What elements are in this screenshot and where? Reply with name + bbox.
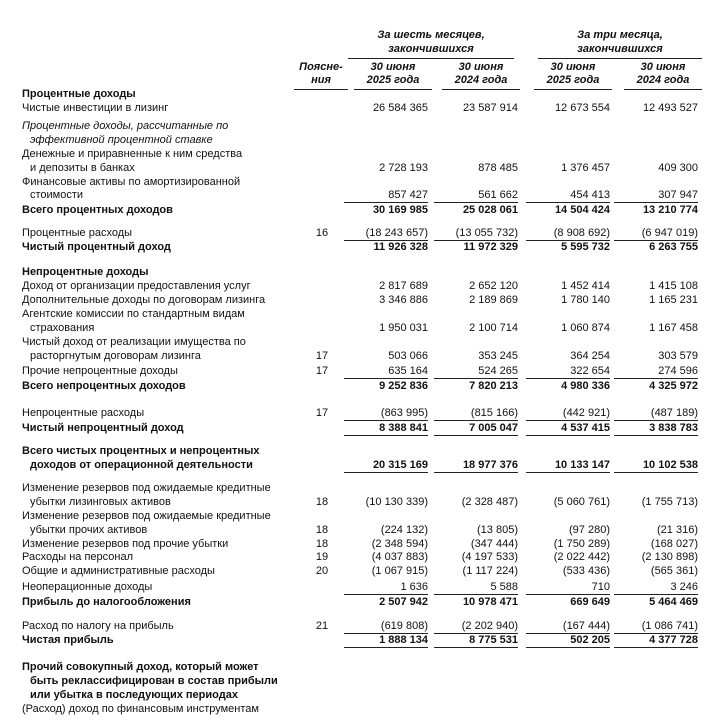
row-label: убытки прочих активов: [30, 524, 148, 536]
value-cell: (2 328 487): [461, 496, 518, 508]
table-row: [0, 481, 720, 495]
value-cell: 353 245: [478, 350, 518, 362]
row-label: Чистый непроцентный доход: [22, 422, 184, 434]
row-label: убытки лизинговых активов: [30, 496, 171, 508]
header-col3-line1: 30 июня: [550, 61, 596, 73]
value-cell: 2 100 714: [469, 322, 518, 334]
header-col4: [624, 61, 702, 90]
row-label: Общие и административные расходы: [22, 565, 215, 577]
table-row: [0, 335, 720, 349]
value-cell: 7 820 213: [469, 380, 518, 392]
value-cell: 8 388 841: [344, 421, 428, 436]
table-row: [0, 523, 720, 537]
row-label: Прибыль до налогообложения: [22, 596, 191, 608]
value-cell: 2 652 120: [469, 280, 518, 292]
value-cell: 454 413: [526, 188, 610, 203]
value-cell: 3 346 886: [379, 294, 428, 306]
row-label: Чистый доход от реализации имущества по: [22, 336, 246, 348]
table-row: [0, 147, 720, 161]
note-ref: 17: [315, 365, 329, 377]
note-ref: 16: [315, 227, 329, 239]
value-cell: 5 588: [434, 580, 518, 595]
table-row: [0, 307, 720, 321]
table-row: [0, 379, 720, 393]
header-col4-line1: 30 июня: [640, 61, 686, 73]
row-label: Непроцентные расходы: [22, 407, 145, 419]
note-ref: 19: [315, 551, 329, 563]
value-cell: 9 252 836: [379, 380, 428, 392]
table-row: [0, 349, 720, 363]
table-row: [0, 101, 720, 115]
value-cell: 1 888 134: [344, 633, 428, 648]
header-six-months-line1: За шесть месяцев,: [377, 29, 485, 41]
row-label: Процентные доходы, рассчитанные по: [22, 120, 229, 132]
table-row: [0, 458, 720, 472]
table-row: [0, 702, 720, 716]
value-cell: 10 978 471: [462, 596, 518, 608]
value-cell: (13 805): [477, 524, 518, 536]
value-cell: (1 750 289): [553, 538, 610, 550]
value-cell: 3 246: [614, 580, 698, 595]
table-row: [0, 537, 720, 551]
value-cell: 2 189 869: [469, 294, 518, 306]
table-row: [0, 87, 720, 101]
row-label: Неоперационные доходы: [22, 581, 153, 593]
row-label: Изменение резервов под прочие убытки: [22, 538, 229, 550]
value-cell: 561 662: [434, 188, 518, 203]
row-label: Чистая прибыль: [22, 634, 114, 646]
table-row: [0, 421, 720, 435]
table-row: [0, 133, 720, 147]
value-cell: 1 415 108: [649, 280, 698, 292]
table-row: [0, 688, 720, 702]
row-label: Прочие непроцентные доходы: [22, 365, 178, 377]
value-cell: 6 263 755: [649, 241, 698, 253]
value-cell: 669 649: [570, 596, 610, 608]
value-cell: 23 587 914: [462, 102, 518, 114]
value-cell: 1 780 140: [561, 294, 610, 306]
value-cell: (1 067 915): [371, 565, 428, 577]
header-col2-line1: 30 июня: [458, 61, 504, 73]
value-cell: 4 537 415: [526, 421, 610, 436]
value-cell: 11 926 328: [373, 241, 428, 253]
value-cell: 10 102 538: [614, 458, 698, 473]
table-row: [0, 240, 720, 254]
table-row: [0, 550, 720, 564]
value-cell: 1 060 874: [561, 322, 610, 334]
value-cell: 635 164: [344, 364, 428, 379]
header-six-months: [348, 28, 514, 59]
table-row: [0, 226, 720, 240]
value-cell: (168 027): [650, 538, 698, 550]
row-label: (Расход) доход по финансовым инструментам: [22, 703, 259, 715]
header-col3-line2: 2025 года: [546, 74, 600, 86]
value-cell: (6 947 019): [614, 226, 698, 241]
table-row: [0, 203, 720, 217]
note-ref: 17: [315, 407, 329, 419]
value-cell: 274 596: [614, 364, 698, 379]
header-col4-line2: 2024 года: [636, 74, 690, 86]
table-row: [0, 119, 720, 133]
table-row: [0, 660, 720, 674]
value-cell: (4 037 883): [371, 551, 428, 563]
row-label: и депозиты в банках: [30, 162, 135, 174]
value-cell: 2 507 942: [379, 596, 428, 608]
value-cell: 2 728 193: [379, 162, 428, 174]
row-label: Всего непроцентных доходов: [22, 380, 186, 392]
value-cell: 10 133 147: [526, 458, 610, 473]
value-cell: (10 130 339): [365, 496, 428, 508]
value-cell: (2 202 940): [434, 619, 518, 634]
row-label: эффективной процентной ставке: [30, 134, 213, 146]
row-label: Дополнительные доходы по договорам лизинга: [22, 294, 266, 306]
row-label: расторгнутым договорам лизинга: [30, 350, 201, 362]
header-notes-line1: Поясне-: [299, 61, 343, 73]
value-cell: 1 950 031: [379, 322, 428, 334]
value-cell: (863 995): [344, 406, 428, 421]
header-notes-line2: ния: [311, 74, 331, 86]
value-cell: 1 376 457: [561, 162, 610, 174]
row-label: или убытка в последующих периодах: [30, 689, 238, 701]
row-label: Расход по налогу на прибыль: [22, 620, 174, 632]
table-row: [0, 293, 720, 307]
row-label: стоимости: [30, 189, 84, 201]
value-cell: (1 755 713): [641, 496, 698, 508]
note-ref: 18: [315, 496, 329, 508]
header-notes: [294, 61, 348, 90]
header-three-months-line2: закончившихся: [577, 43, 663, 55]
value-cell: 13 210 774: [642, 204, 698, 216]
table-row: [0, 161, 720, 175]
value-cell: 12 493 527: [642, 102, 698, 114]
value-cell: 409 300: [658, 162, 698, 174]
value-cell: 857 427: [344, 188, 428, 203]
table-row: [0, 175, 720, 189]
value-cell: (442 921): [526, 406, 610, 421]
value-cell: (21 316): [657, 524, 698, 536]
row-label: Всего чистых процентных и непроцентных: [22, 445, 260, 457]
table-row: [0, 580, 720, 594]
note-ref: 18: [315, 524, 329, 536]
value-cell: (2 022 442): [553, 551, 610, 563]
value-cell: (167 444): [526, 619, 610, 634]
row-label: страхования: [30, 322, 95, 334]
note-ref: 18: [315, 538, 329, 550]
value-cell: (4 197 533): [461, 551, 518, 563]
value-cell: 1 165 231: [649, 294, 698, 306]
value-cell: (8 908 692): [526, 226, 610, 241]
value-cell: (97 280): [569, 524, 610, 536]
table-row: [0, 188, 720, 202]
value-cell: 7 005 047: [434, 421, 518, 436]
value-cell: 364 254: [570, 350, 610, 362]
value-cell: 303 579: [658, 350, 698, 362]
row-label: Изменение резервов под ожидаемые кредитные: [22, 482, 271, 494]
value-cell: 322 654: [526, 364, 610, 379]
value-cell: 12 673 554: [554, 102, 610, 114]
value-cell: 307 947: [614, 188, 698, 203]
value-cell: 11 972 329: [463, 241, 518, 253]
value-cell: (13 055 732): [434, 226, 518, 241]
row-label: Финансовые активы по амортизированной: [22, 176, 241, 188]
header-col2: [442, 61, 520, 90]
row-label: Процентные доходы: [22, 88, 136, 100]
value-cell: 878 485: [478, 162, 518, 174]
value-cell: 18 977 376: [434, 458, 518, 473]
table-row: [0, 674, 720, 688]
row-label: Непроцентные доходы: [22, 266, 149, 278]
row-label: Доход от организации предоставления услуг: [22, 280, 251, 292]
value-cell: 4 980 336: [561, 380, 610, 392]
value-cell: 1 636: [344, 580, 428, 595]
row-label: доходов от операционной деятельности: [30, 459, 253, 471]
value-cell: (5 060 761): [553, 496, 610, 508]
row-label: Всего процентных доходов: [22, 204, 173, 216]
value-cell: (533 436): [562, 565, 610, 577]
value-cell: 5 464 469: [649, 596, 698, 608]
value-cell: (815 166): [434, 406, 518, 421]
header-col3: [534, 61, 612, 90]
value-cell: (487 189): [614, 406, 698, 421]
value-cell: 524 265: [434, 364, 518, 379]
header-col1-line2: 2025 года: [366, 74, 420, 86]
table-row: [0, 509, 720, 523]
value-cell: 1 167 458: [649, 322, 698, 334]
row-label: Расходы на персонал: [22, 551, 134, 563]
value-cell: 2 817 689: [379, 280, 428, 292]
value-cell: 26 584 365: [372, 102, 428, 114]
row-label: Процентные расходы: [22, 227, 133, 239]
table-row: [0, 321, 720, 335]
value-cell: 502 205: [526, 633, 610, 648]
note-ref: 17: [315, 350, 329, 362]
value-cell: (2 130 898): [641, 551, 698, 563]
table-row: [0, 364, 720, 378]
table-row: [0, 495, 720, 509]
table-row: [0, 595, 720, 609]
value-cell: 5 595 732: [561, 241, 610, 253]
table-row: [0, 279, 720, 293]
row-label: Чистые инвестиции в лизинг: [22, 102, 169, 114]
row-label: Изменение резервов под ожидаемые кредитные: [22, 510, 271, 522]
header-col1: [354, 61, 432, 90]
row-label: Чистый процентный доход: [22, 241, 171, 253]
table-row: [0, 444, 720, 458]
row-label: быть реклассифицирован в состав прибыли: [30, 675, 278, 687]
value-cell: 14 504 424: [554, 204, 610, 216]
table-row: [0, 619, 720, 633]
table-row: [0, 406, 720, 420]
header-col2-line2: 2024 года: [454, 74, 508, 86]
value-cell: 3 838 783: [614, 421, 698, 436]
value-cell: (619 808): [344, 619, 428, 634]
row-label: Прочий совокупный доход, который может: [22, 661, 259, 673]
value-cell: (18 243 657): [344, 226, 428, 241]
value-cell: (1 117 224): [462, 565, 518, 577]
value-cell: 25 028 061: [462, 204, 518, 216]
value-cell: 30 169 985: [372, 204, 428, 216]
value-cell: (565 361): [650, 565, 698, 577]
value-cell: 503 066: [388, 350, 428, 362]
value-cell: (1 086 741): [614, 619, 698, 634]
header-col1-line1: 30 июня: [370, 61, 416, 73]
value-cell: (2 348 594): [371, 538, 428, 550]
value-cell: 710: [526, 580, 610, 595]
note-ref: 21: [315, 620, 329, 632]
row-label: Денежные и приравненные к ним средства: [22, 148, 243, 160]
header-six-months-line2: закончившихся: [388, 43, 474, 55]
table-row: [0, 265, 720, 279]
value-cell: (347 444): [470, 538, 518, 550]
value-cell: 8 775 531: [434, 633, 518, 648]
value-cell: 1 452 414: [561, 280, 610, 292]
table-row: [0, 633, 720, 647]
table-row: [0, 564, 720, 578]
note-ref: 20: [315, 565, 329, 577]
row-label: Агентские комиссии по стандартным видам: [22, 308, 245, 320]
value-cell: (224 132): [380, 524, 428, 536]
header-three-months: [538, 28, 702, 59]
value-cell: 20 315 169: [344, 458, 428, 473]
value-cell: 4 377 728: [614, 633, 698, 648]
value-cell: 4 325 972: [649, 380, 698, 392]
header-three-months-line1: За три месяца,: [577, 29, 663, 41]
